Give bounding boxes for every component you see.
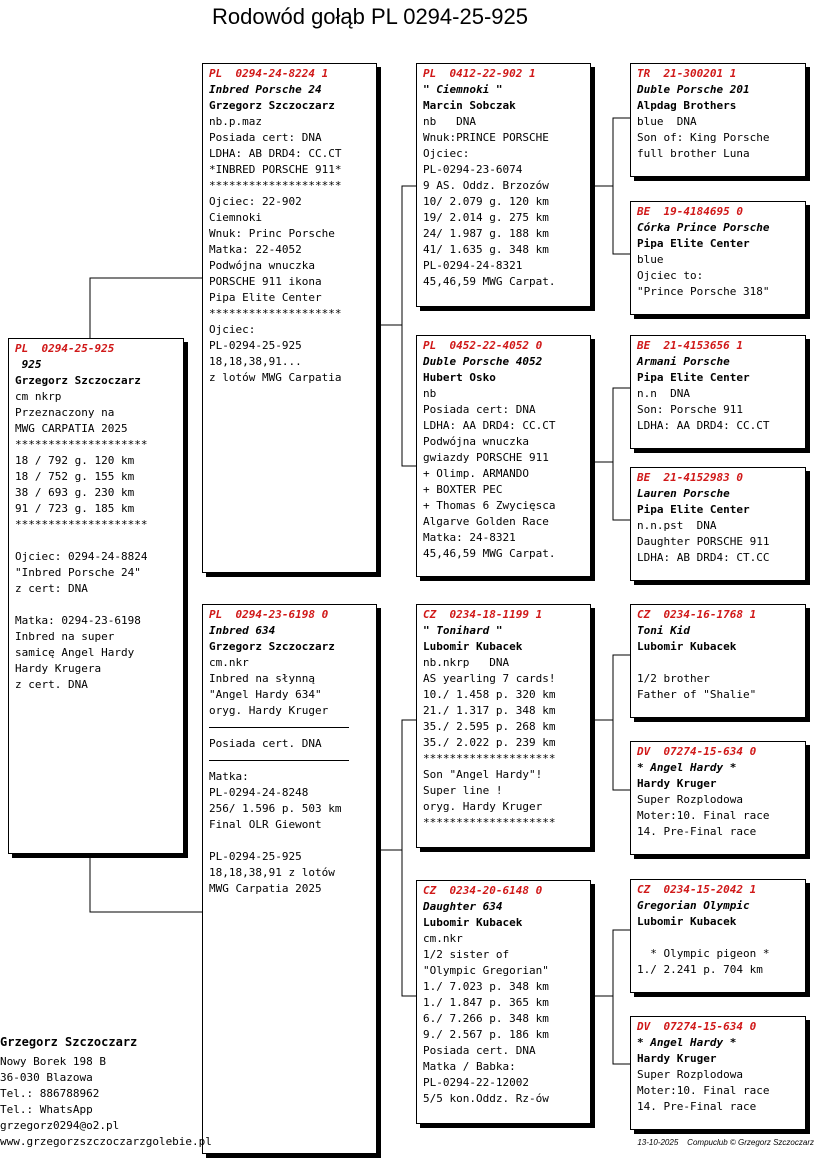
info-line: ********************	[423, 816, 556, 829]
pigeon-card-ggp-1[interactable]	[630, 63, 806, 177]
owner-name: Hubert Osko	[423, 371, 496, 384]
info-line: PL-0294-24-8321	[423, 259, 523, 272]
ring-number: PL 0294-25-925	[15, 342, 115, 355]
info-line: Super Rozplodowa	[637, 1068, 743, 1081]
spacer	[15, 533, 178, 549]
info-line: 18,18,38,91...	[209, 355, 302, 368]
spacer	[15, 597, 178, 613]
info-line: Father of "Shalie"	[637, 688, 757, 701]
pigeon-name: Inbred Porsche 24	[209, 83, 322, 96]
pigeon-card-father-mother[interactable]	[416, 335, 591, 577]
ring-number: CZ 0234-16-1768 1	[637, 608, 757, 621]
owner-name: Lubomir Kubacek	[423, 916, 523, 929]
info-line: 21./ 1.317 p. 348 km	[423, 704, 556, 717]
footer-credit: 13-10-2025 Compuclub © Grzegorz Szczoczarz	[637, 1138, 814, 1147]
info-line: 35./ 2.022 p. 239 km	[423, 736, 556, 749]
info-line: ********************	[15, 518, 148, 531]
pigeon-card-ggp-8[interactable]	[630, 1016, 806, 1130]
info-line: cm nkrp	[15, 390, 62, 403]
info-line: n.n DNA	[637, 387, 690, 400]
info-line: blue	[637, 253, 664, 266]
info-line: Ojciec:	[423, 147, 470, 160]
pigeon-card-ggp-4[interactable]	[630, 467, 806, 581]
pigeon-card-ggp-6[interactable]	[630, 741, 806, 855]
breeder-name: Grzegorz Szczoczarz	[0, 1035, 138, 1049]
breeder-whatsapp: Tel.: WhatsApp	[0, 1103, 93, 1116]
pigeon-name: 925	[15, 358, 42, 371]
info-line: 18 / 792 g. 120 km	[15, 454, 135, 467]
divider	[209, 760, 349, 761]
ring-number: CZ 0234-18-1199 1	[423, 608, 543, 621]
info-line: nb DNA	[423, 115, 476, 128]
info-line: 6./ 7.266 p. 348 km	[423, 1012, 549, 1025]
info-line: 10./ 1.458 p. 320 km	[423, 688, 556, 701]
info-line: 10/ 2.079 g. 120 km	[423, 195, 549, 208]
info-line: 1./ 1.847 p. 365 km	[423, 996, 549, 1009]
ring-number: PL 0294-24-8224 1	[209, 67, 329, 80]
pigeon-card-main[interactable]	[8, 338, 184, 854]
info-line: Ciemnoki	[209, 211, 262, 224]
info-line: "Olympic Gregorian"	[423, 964, 549, 977]
owner-name: Marcin Sobczak	[423, 99, 516, 112]
info-line: Podwójna wnuczka	[209, 259, 315, 272]
owner-name: Lubomir Kubacek	[637, 640, 737, 653]
info-line: z cert: DNA	[15, 582, 88, 595]
ring-number: CZ 0234-20-6148 0	[423, 884, 543, 897]
info-line: Super line !	[423, 784, 503, 797]
info-line: Son of: King Porsche	[637, 131, 770, 144]
info-line: 1./ 2.241 p. 704 km	[637, 963, 763, 976]
pigeon-name: Córka Prince Porsche	[637, 221, 770, 234]
info-line: 1/2 brother	[637, 672, 710, 685]
info-line: Matka:	[209, 770, 249, 783]
info-line: ********************	[209, 179, 342, 192]
info-line: LDHA: AB DRD4: CC.CT	[209, 147, 342, 160]
info-line: "Inbred Porsche 24"	[15, 566, 141, 579]
info-line: oryg. Hardy Kruger	[209, 704, 329, 717]
info-line: Matka: 0294-23-6198	[15, 614, 141, 627]
info-line: Posiada cert. DNA	[209, 737, 322, 750]
info-line: PL-0294-23-6074	[423, 163, 523, 176]
pigeon-name: " Tonihard "	[423, 624, 503, 637]
breeder-email[interactable]: grzegorz0294@o2.pl	[0, 1119, 120, 1132]
info-line: Inbred na super	[15, 630, 115, 643]
info-line: PL-0294-25-925	[209, 339, 302, 352]
owner-name: Grzegorz Szczoczarz	[209, 640, 335, 653]
info-line: nb.nkrp DNA	[423, 656, 510, 669]
info-line: ********************	[423, 752, 556, 765]
info-line: 9./ 2.567 p. 186 km	[423, 1028, 549, 1041]
ring-number: DV 07274-15-634 0	[637, 1020, 757, 1033]
ring-number: PL 0412-22-902 1	[423, 67, 536, 80]
pigeon-card-ggp-3[interactable]	[630, 335, 806, 449]
info-line: 14. Pre-Final race	[637, 1100, 757, 1113]
info-line: gwiazdy PORSCHE 911	[423, 451, 549, 464]
pigeon-card-ggp-2[interactable]	[630, 201, 806, 315]
info-line: 35./ 2.595 p. 268 km	[423, 720, 556, 733]
info-line: samicę Angel Hardy	[15, 646, 135, 659]
info-line: ********************	[15, 438, 148, 451]
info-line: PL-0294-25-925	[209, 850, 302, 863]
info-line: Podwójna wnuczka	[423, 435, 529, 448]
info-line: Daughter PORSCHE 911	[637, 535, 770, 548]
info-line: nb	[423, 387, 437, 400]
info-line: Wnuk:PRINCE PORSCHE	[423, 131, 549, 144]
owner-name: Alpdag Brothers	[637, 99, 737, 112]
info-line: * Olympic pigeon *	[637, 947, 770, 960]
info-line: MWG Carpatia 2025	[209, 882, 322, 895]
info-line: LDHA: AA DRD4: CC.CT	[637, 419, 770, 432]
info-line: 45,46,59 MWG Carpat.	[423, 275, 556, 288]
info-line: Pipa Elite Center	[209, 291, 322, 304]
info-line: MWG CARPATIA 2025	[15, 422, 128, 435]
info-line: Ojciec:	[209, 323, 256, 336]
info-line: + Thomas 6 Zwycięsca	[423, 499, 556, 512]
breeder-website[interactable]: www.grzegorzszczoczarzgolebie.pl	[0, 1135, 212, 1148]
pigeon-card-ggp-5[interactable]	[630, 604, 806, 718]
info-line: 14. Pre-Final race	[637, 825, 757, 838]
owner-name: Lubomir Kubacek	[423, 640, 523, 653]
info-line: 5/5 kon.Oddz. Rz-ów	[423, 1092, 549, 1105]
info-line: 45,46,59 MWG Carpat.	[423, 547, 556, 560]
breeder-address-street: Nowy Borek 198 B	[0, 1055, 106, 1068]
info-line: 91 / 723 g. 185 km	[15, 502, 135, 515]
pigeon-name: Daughter 634	[423, 900, 503, 913]
ring-number: BE 19-4184695 0	[637, 205, 743, 218]
info-line: nb.p.maz	[209, 115, 262, 128]
ring-number: BE 21-4152983 0	[637, 471, 743, 484]
info-line: Posiada cert: DNA	[209, 131, 322, 144]
info-line: 18,18,38,91 z lotów	[209, 866, 335, 879]
ring-number: CZ 0234-15-2042 1	[637, 883, 757, 896]
info-line: Ojciec: 22-902	[209, 195, 302, 208]
pigeon-name: * Angel Hardy *	[637, 1036, 737, 1049]
pigeon-name: Inbred 634	[209, 624, 276, 637]
info-line: LDHA: AB DRD4: CT.CC	[637, 551, 770, 564]
info-line: Matka / Babka:	[423, 1060, 516, 1073]
info-line: z lotów MWG Carpatia	[209, 371, 342, 384]
info-line: Moter:10. Final race	[637, 1084, 770, 1097]
owner-name: Lubomir Kubacek	[637, 915, 737, 928]
pigeon-card-mother[interactable]	[202, 604, 377, 1154]
info-line: PORSCHE 911 ikona	[209, 275, 322, 288]
info-line: 19/ 2.014 g. 275 km	[423, 211, 549, 224]
pigeon-name: " Ciemnoki "	[423, 83, 503, 96]
pigeon-card-father[interactable]	[202, 63, 377, 573]
owner-name: Grzegorz Szczoczarz	[15, 374, 141, 387]
info-line: + Olimp. ARMANDO	[423, 467, 529, 480]
info-line: 1/2 sister of	[423, 948, 510, 961]
info-line: PL-0294-22-12002	[423, 1076, 529, 1089]
pigeon-name: Duble Porsche 4052	[423, 355, 543, 368]
info-line: ********************	[209, 307, 342, 320]
info-line: + BOXTER PEC	[423, 483, 503, 496]
pigeon-name: Toni Kid	[637, 624, 690, 637]
info-line: n.n.pst DNA	[637, 519, 717, 532]
divider	[209, 727, 349, 728]
pigeon-name: Duble Porsche 201	[637, 83, 750, 96]
ring-number: DV 07274-15-634 0	[637, 745, 757, 758]
owner-name: Pipa Elite Center	[637, 503, 750, 516]
info-line: Przeznaczony na	[15, 406, 115, 419]
pigeon-card-mother-mother[interactable]	[416, 880, 591, 1124]
pigeon-card-ggp-7[interactable]	[630, 879, 806, 993]
info-line: Super Rozplodowa	[637, 793, 743, 806]
pigeon-name: Armani Porsche	[637, 355, 730, 368]
info-line: Son: Porsche 911	[637, 403, 743, 416]
pigeon-name: Lauren Porsche	[637, 487, 730, 500]
info-line: *INBRED PORSCHE 911*	[209, 163, 342, 176]
info-line: Matka: 22-4052	[209, 243, 302, 256]
spacer	[637, 930, 800, 946]
info-line: Wnuk: Princ Porsche	[209, 227, 335, 240]
info-line: cm.nkr	[423, 932, 463, 945]
info-line: Posiada cert: DNA	[423, 403, 536, 416]
breeder-address-city: 36-030 Blazowa	[0, 1071, 93, 1084]
pigeon-name: * Angel Hardy *	[637, 761, 737, 774]
pigeon-name: Gregorian Olympic	[637, 899, 750, 912]
owner-name: Pipa Elite Center	[637, 237, 750, 250]
info-line: blue DNA	[637, 115, 697, 128]
info-line: Final OLR Giewont	[209, 818, 322, 831]
info-line: Matka: 24-8321	[423, 531, 516, 544]
info-line: "Angel Hardy 634"	[209, 688, 322, 701]
breeder-phone: Tel.: 886788962	[0, 1087, 100, 1100]
info-line: z cert. DNA	[15, 678, 88, 691]
info-line: full brother Luna	[637, 147, 750, 160]
info-line: 256/ 1.596 p. 503 km	[209, 802, 342, 815]
info-line: 1./ 7.023 p. 348 km	[423, 980, 549, 993]
owner-name: Hardy Kruger	[637, 1052, 717, 1065]
ring-number: PL 0452-22-4052 0	[423, 339, 543, 352]
breeder-info	[0, 1034, 212, 1150]
info-line: "Prince Porsche 318"	[637, 285, 770, 298]
info-line: Son "Angel Hardy"!	[423, 768, 543, 781]
info-line: Inbred na słynną	[209, 672, 315, 685]
ring-number: PL 0294-23-6198 0	[209, 608, 329, 621]
info-line: oryg. Hardy Kruger	[423, 800, 543, 813]
info-line: Posiada cert. DNA	[423, 1044, 536, 1057]
info-line: 9 AS. Oddz. Brzozów	[423, 179, 549, 192]
info-line: 41/ 1.635 g. 348 km	[423, 243, 549, 256]
info-line: Ojciec: 0294-24-8824	[15, 550, 148, 563]
info-line: PL-0294-24-8248	[209, 786, 309, 799]
ring-number: BE 21-4153656 1	[637, 339, 743, 352]
owner-name: Hardy Kruger	[637, 777, 717, 790]
pigeon-card-father-father[interactable]	[416, 63, 591, 307]
info-line: cm.nkr	[209, 656, 249, 669]
owner-name: Grzegorz Szczoczarz	[209, 99, 335, 112]
info-line: 24/ 1.987 g. 188 km	[423, 227, 549, 240]
spacer	[209, 833, 371, 849]
info-line: Moter:10. Final race	[637, 809, 770, 822]
info-line: 38 / 693 g. 230 km	[15, 486, 135, 499]
info-line: Hardy Krugera	[15, 662, 102, 675]
owner-name: Pipa Elite Center	[637, 371, 750, 384]
info-line: Algarve Golden Race	[423, 515, 549, 528]
page-title: Rodowód gołąb PL 0294-25-925	[212, 4, 528, 29]
info-line: 18 / 752 g. 155 km	[15, 470, 135, 483]
ring-number: TR 21-300201 1	[637, 67, 737, 80]
info-line: AS yearling 7 cards!	[423, 672, 556, 685]
info-line: LDHA: AA DRD4: CC.CT	[423, 419, 556, 432]
info-line: Ojciec to:	[637, 269, 704, 282]
spacer	[637, 655, 800, 671]
pigeon-card-mother-father[interactable]	[416, 604, 591, 848]
